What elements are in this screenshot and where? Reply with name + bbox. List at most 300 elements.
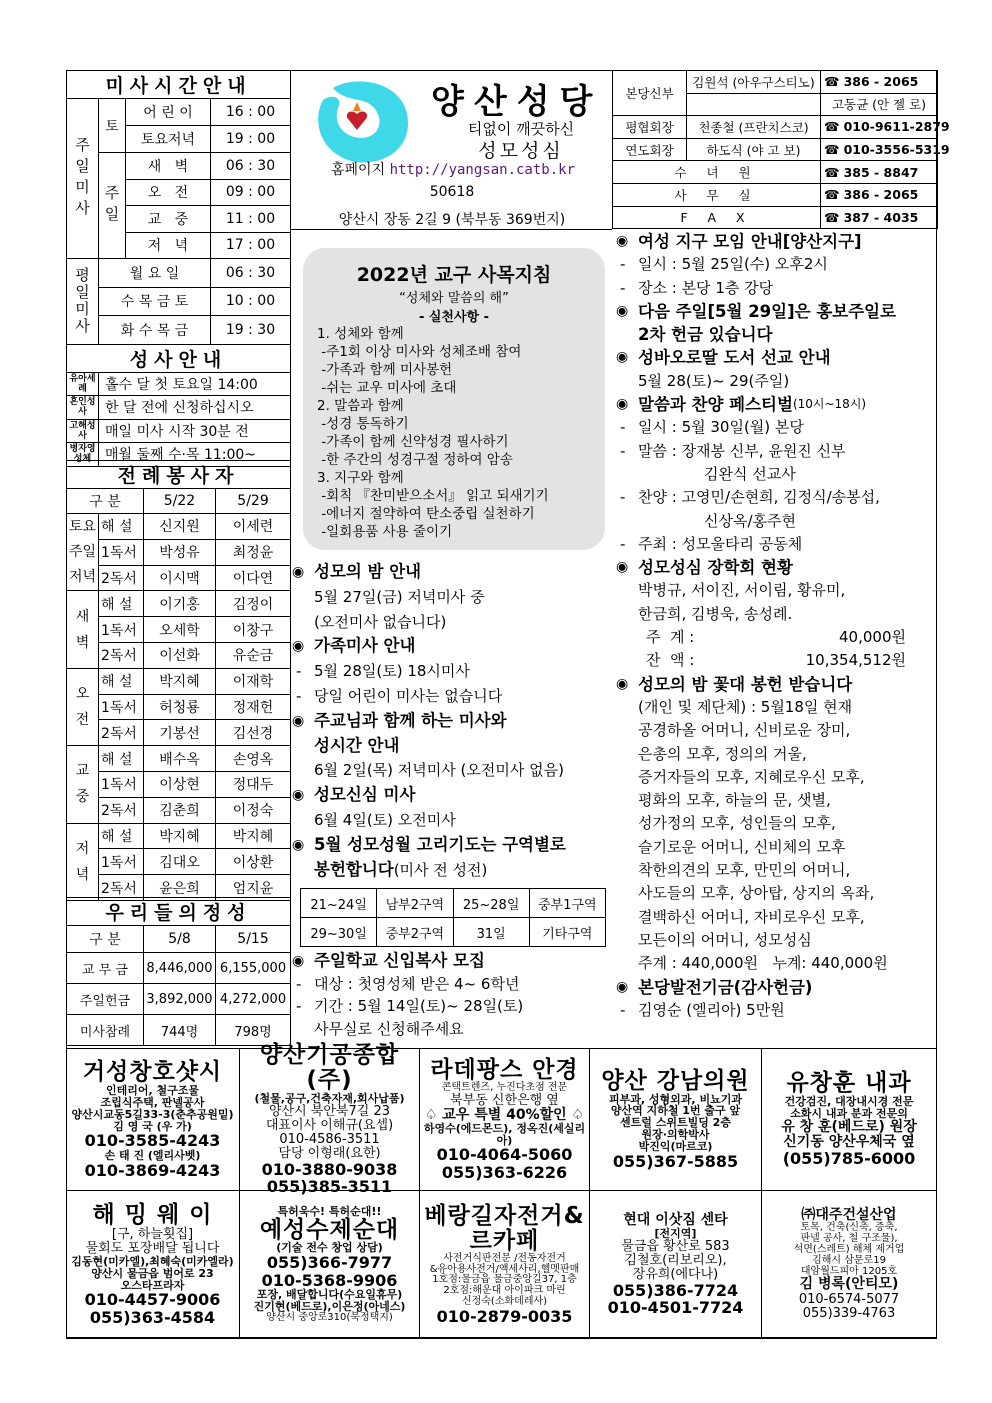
dash-icon: -	[620, 278, 626, 297]
guideline-item: -가족이 함께 신약성경 필사하기	[317, 434, 509, 450]
sacrament-text: 매월 둘째 수·목 11:00~	[99, 443, 291, 467]
ad-text: 010-2879-0035	[436, 1306, 573, 1326]
sacraments-title-row	[67, 344, 291, 372]
ad-text: 양산시교동5길33-3(춘추공원밑)	[71, 1107, 234, 1121]
ad-text: 박진익(마르코)	[638, 1140, 713, 1154]
table-row	[301, 918, 606, 947]
ministers-title-row	[67, 461, 291, 489]
ad-text: (철물,공구,건축자재,회사납품)	[254, 1092, 405, 1106]
phone-number: 386 - 2065	[843, 187, 919, 203]
notice-line	[616, 253, 906, 276]
sacraments-title: 성사안내	[67, 344, 291, 372]
notice-text: 대상 : 첫영성체 받은 4~ 6학년	[314, 974, 520, 993]
ad-title: 유창훈 내과	[786, 1070, 912, 1097]
notice-text: 장소 : 본당 1층 강당	[638, 278, 774, 297]
bullet-icon: ◉	[292, 712, 305, 729]
name-cell: 이기홍	[144, 591, 216, 617]
dash-icon: -	[620, 488, 626, 507]
ad-text: 양산시 북안북7길 23	[269, 1103, 390, 1119]
notice-text: 평화의 모후, 하늘의 문, 샛별,	[638, 791, 831, 810]
ministers-title: 전례봉사자	[67, 461, 291, 489]
name-cell: 이정숙	[216, 797, 291, 823]
phone-icon: ☎	[824, 74, 840, 90]
ad-text: 인테리어, 철구조물	[105, 1083, 199, 1097]
notice-text: 착한의견의 모후, 만민의 어머니,	[638, 861, 851, 880]
bullet-icon: ◉	[616, 396, 629, 413]
notice-line	[292, 734, 566, 759]
notice-line	[616, 579, 906, 602]
phone-icon: ☎	[824, 119, 840, 135]
ad-title: 라데팡스 안경	[430, 1056, 579, 1083]
contact-row	[613, 161, 938, 184]
ad-text: 예성수제순대	[259, 1216, 400, 1243]
kv-value: 10,354,512원	[805, 651, 906, 670]
contact-role: F A X	[613, 206, 821, 229]
phone-icon: ☎	[824, 187, 840, 203]
notice-line	[292, 585, 566, 610]
value-cell: 744명	[144, 1015, 216, 1046]
header-cell: 5/29	[216, 489, 291, 514]
sacrament-row	[67, 396, 291, 420]
ad-text: 판넬 공사, 철 구조물),	[800, 1233, 898, 1245]
advertisement	[590, 1049, 762, 1191]
name-cell: 이재학	[216, 668, 291, 694]
notice-key-value	[616, 649, 906, 672]
dash-icon: -	[296, 662, 302, 681]
notice-text: 김영순 (엘리아) 5만원	[638, 1000, 785, 1019]
notice-heading: 봉헌합니다	[314, 859, 394, 879]
notice-heading: 2차 헌금 있습니다	[638, 325, 773, 345]
contact-name: 천종철 (프란치스코)	[687, 116, 821, 139]
header-cell: 5/15	[216, 926, 291, 953]
notice-heading: 5월 성모성월 고리기도는 구역별로	[314, 834, 566, 854]
ad-text: 사전거식판전문 /전동자전거	[443, 1252, 566, 1264]
contact-row	[613, 206, 938, 229]
notice-heading: 성바오로딸 도서 선교 안내	[638, 348, 831, 368]
table-row	[67, 746, 291, 772]
ad-text: 하영수(에드몬드), 정옥진(세실리아)	[423, 1121, 586, 1147]
date-cell: 29~30일	[301, 918, 377, 947]
name-cell: 기봉선	[144, 720, 216, 746]
notice-line	[616, 952, 906, 975]
ad-text: 010-4586-3511	[279, 1132, 380, 1147]
sacrament-label: 고해성사	[67, 419, 99, 443]
mass-row	[67, 287, 291, 316]
ad-text: [구, 하늘횟집]	[111, 1226, 194, 1242]
mass-time: 06 : 30	[211, 153, 291, 180]
notice-heading: 성모성심 장학회 현황	[638, 558, 793, 578]
kv-value: 40,000원	[839, 628, 906, 647]
dash-icon: -	[620, 441, 626, 460]
homepage-label: 홈페이지	[331, 162, 386, 178]
notice-heading: 성시간 안내	[314, 735, 400, 755]
offerings-title-row	[67, 898, 291, 926]
ad-title: 거성창호샷시	[82, 1059, 223, 1086]
dash-icon: -	[620, 1000, 626, 1019]
sacrament-label: 유아세례	[67, 372, 99, 396]
contact-phone	[821, 138, 950, 161]
sunday-label: 주일	[99, 153, 126, 259]
kv-label: 잔 액 :	[646, 651, 695, 670]
mass-name: 수 목 금 토	[99, 287, 211, 316]
notice-line	[616, 719, 906, 742]
name-cell: 정대두	[216, 771, 291, 797]
name-cell: 이상현	[144, 771, 216, 797]
ad-text: 조립식주택, 판넬공사	[100, 1095, 205, 1109]
table-row	[67, 694, 291, 720]
table-row	[67, 953, 291, 984]
notice-line	[292, 858, 566, 883]
bullet-icon: ◉	[616, 233, 629, 249]
table-row	[67, 823, 291, 849]
table-row	[67, 1015, 291, 1046]
notice-heading: 주일학교 신입복사 모집	[314, 951, 485, 970]
weekday-mass-label: 평일미사	[67, 259, 99, 345]
notice-heading: 주교님과 함께 하는 미사와	[314, 710, 507, 730]
ad-text: 물금읍 황산로 583	[621, 1238, 730, 1254]
notice-line	[292, 973, 523, 996]
table-row	[67, 642, 291, 668]
sacrament-label: 병자영성체	[67, 443, 99, 467]
ministers-table	[66, 460, 291, 901]
notice-line	[616, 440, 906, 463]
date-cell: 21~24일	[301, 889, 377, 918]
notice-text: (오전미사 없습니다)	[314, 612, 447, 631]
notice-text: 결백하신 어머니, 자비로우신 모후,	[638, 907, 865, 926]
notice-text: 5월 28(토)~ 29(주일)	[638, 371, 790, 390]
table-row	[67, 849, 291, 875]
phone-number: 010-9611-2879	[843, 119, 950, 135]
advertisement	[420, 1191, 590, 1339]
notice-line	[616, 859, 906, 882]
ad-title: 양산기공종합(주)	[259, 1042, 400, 1094]
notice-line	[616, 789, 906, 812]
name-cell: 박지혜	[144, 823, 216, 849]
notice-line	[292, 560, 566, 585]
header-cell: 5/8	[144, 926, 216, 953]
notice-text: 한금희, 김병욱, 송성례.	[638, 604, 793, 623]
ad-text: 담당 이형래(요한)	[278, 1146, 381, 1162]
name-cell: 김대오	[144, 849, 216, 875]
homepage-line	[331, 159, 575, 179]
ad-title: 특허욱수! 특허순대!!	[277, 1204, 382, 1218]
district-cell: 기타구역	[529, 918, 605, 947]
mass-time: 16 : 00	[211, 99, 291, 126]
ad-text: 055)363-4584	[89, 1307, 216, 1327]
contact-row	[613, 138, 938, 161]
value-cell: 8,446,000	[144, 953, 216, 984]
role-cell: 해 설	[99, 591, 144, 617]
notice-heading-suffix: (미사 전 성전)	[393, 860, 488, 879]
notice-line	[292, 783, 566, 808]
notice-line	[616, 393, 906, 416]
name-cell: 김선경	[216, 720, 291, 746]
contact-phone	[821, 71, 938, 94]
notice-heading: 가족미사 안내	[314, 636, 416, 656]
ad-text: 건강검진, 대장내시경 전문	[784, 1095, 914, 1109]
advertisement	[762, 1191, 937, 1339]
phone-number: 010-3556-5319	[843, 142, 950, 158]
bullet-icon: ◉	[292, 638, 305, 655]
notice-text: 6월 4일(토) 오전미사	[314, 810, 456, 829]
notice-text: 주최 : 성모울타리 공동체	[638, 534, 803, 553]
mass-group-label: 저녁	[67, 823, 99, 900]
district-cell: 중부2구역	[377, 918, 453, 947]
notice-line	[292, 995, 523, 1018]
ad-text: 055)386-7724	[612, 1280, 739, 1300]
notice-line	[616, 346, 906, 369]
advertisement	[66, 1191, 240, 1339]
ministers-header-row	[67, 489, 291, 514]
notice-heading: 본당발전기금(감사헌금)	[638, 977, 813, 997]
ad-text: 콘택트렌즈, 누진다초점 전문	[441, 1081, 568, 1093]
ad-text: 010-4501-7724	[607, 1298, 744, 1318]
dash-icon: -	[620, 418, 626, 437]
contact-role: 본당신부	[613, 71, 687, 116]
table-row	[67, 565, 291, 591]
notice-text: 슬기로운 어머니, 신비체의 모후	[638, 837, 846, 856]
contacts-table	[612, 70, 950, 229]
name-cell: 김정이	[216, 591, 291, 617]
advertisement	[420, 1049, 590, 1191]
notice-text: 성가정의 모후, 성인들의 모후,	[638, 814, 836, 833]
offerings-title: 우리들의정성	[67, 898, 291, 926]
mass-time: 19 : 30	[211, 316, 291, 345]
ad-text: 김철호(리보리오),	[624, 1252, 727, 1268]
guideline-theme: “성체와 말씀의 해”	[399, 291, 509, 306]
name-cell: 오세학	[144, 617, 216, 643]
motto-line-1: 티없이 깨끗하신	[467, 120, 575, 138]
value-cell: 3,892,000	[144, 984, 216, 1015]
offerings-table	[66, 897, 291, 1046]
contact-role: 수 녀 원	[613, 161, 821, 184]
bullet-icon: ◉	[616, 559, 629, 576]
notice-text: 신상옥/홍주현	[704, 511, 796, 530]
ad-text: 대암월드피아 1205호	[800, 1265, 898, 1277]
bullet-icon: ◉	[292, 836, 305, 853]
phone-icon: ☎	[824, 164, 840, 180]
ad-text: 진기현(베드로),이은정(아네스)	[253, 1299, 406, 1313]
header-cell: 5/22	[144, 489, 216, 514]
contact-name: 고동균 (안 젤 로)	[821, 93, 938, 116]
phone-number: 385 - 8847	[843, 164, 919, 180]
ad-text: 055)363-6226	[441, 1162, 568, 1182]
notice-text: 말씀 : 장재봉 신부, 윤원진 신부	[638, 441, 846, 460]
name-cell: 이세련	[216, 514, 291, 540]
table-row	[67, 668, 291, 694]
advertisement	[762, 1049, 937, 1191]
table-row	[67, 591, 291, 617]
guideline-item: -주1회 이상 미사와 성체조배 참여	[317, 344, 522, 360]
ad-text: 010-4457-9006	[84, 1290, 221, 1310]
notice-heading: 성모신심 미사	[314, 785, 416, 805]
notice-heading: 여성 지구 모임 안내[양산지구]	[638, 232, 862, 251]
ad-text: 신정숙(소화데레사)	[461, 1295, 548, 1307]
notice-line	[292, 808, 566, 833]
notice-line	[616, 812, 906, 835]
motto-line-2: 성모성심	[478, 140, 564, 162]
name-cell: 엄지윤	[216, 875, 291, 901]
notice-line	[616, 603, 906, 626]
bullet-icon: ◉	[292, 953, 305, 969]
advertisement	[66, 1049, 240, 1191]
name-cell: 박지혜	[216, 823, 291, 849]
contact-row	[613, 71, 938, 94]
guideline-item: -가족과 함께 미사봉헌	[317, 362, 453, 378]
notice-line	[616, 906, 906, 929]
ad-title: 양산 강남의원	[601, 1067, 750, 1094]
role-cell: 2독서	[99, 642, 144, 668]
guideline-item: -일회용품 사용 줄이기	[317, 524, 453, 540]
notice-text: 6월 2일(목) 저녁미사 (오전미사 없음)	[314, 761, 564, 780]
mass-group-label: 오전	[67, 668, 99, 745]
role-cell: 해 설	[99, 823, 144, 849]
mass-name: 토요저녁	[126, 126, 211, 153]
table-row	[67, 984, 291, 1015]
notice-text: 찬양 : 고영민/손현희, 김정식/송봉섭,	[638, 488, 880, 507]
notices-middle-a	[292, 560, 566, 882]
church-header	[290, 70, 612, 230]
name-cell: 박지혜	[144, 668, 216, 694]
notice-line	[616, 649, 906, 672]
guideline-item: 1. 성체와 함께	[317, 326, 404, 342]
notice-heading: 말씀과 찬양 페스티벌	[638, 395, 793, 415]
ad-text: 김해시 삼문로19	[812, 1254, 886, 1266]
date-cell: 31일	[453, 918, 529, 947]
header-cell: 구 분	[67, 489, 144, 514]
notice-line	[292, 634, 566, 659]
address: 양산시 장동 2길 9 (북부동 369번지)	[338, 212, 566, 228]
header-cell: 구 분	[67, 926, 144, 953]
bullet-icon: ◉	[616, 349, 629, 366]
mass-group-label: 토요주일저녁	[67, 514, 99, 591]
guideline-item: -쉬는 교우 미사에 초대	[317, 380, 457, 396]
notice-text: 일시 : 5월 25일(수) 오후2시	[638, 255, 828, 274]
notices-middle-b	[292, 950, 523, 1040]
notice-line	[616, 743, 906, 766]
name-cell: 배수옥	[144, 746, 216, 772]
table-row	[67, 771, 291, 797]
notice-line	[616, 230, 906, 253]
mass-name: 교 중	[126, 206, 211, 233]
role-cell: 2독서	[99, 797, 144, 823]
notice-line	[616, 976, 906, 999]
ad-text: (기술 전수 창업 상담)	[276, 1241, 383, 1255]
ad-text: 055)366-7977	[266, 1253, 393, 1273]
notice-line	[616, 533, 906, 556]
notice-heading-suffix: (10시~18시)	[792, 397, 867, 412]
name-cell: 윤은희	[144, 875, 216, 901]
notice-line	[616, 510, 906, 533]
notice-text: 증거자들의 모후, 지혜로우신 모후,	[638, 767, 865, 786]
dash-icon: -	[296, 974, 302, 993]
notice-text: 기간 : 5월 14일(토)~ 28일(토)	[314, 997, 524, 1015]
ad-text: 양산역 지하철 1번 출구 앞	[610, 1104, 741, 1118]
mass-name: 어 린 이	[126, 99, 211, 126]
notice-line	[292, 684, 566, 709]
notice-text: 은총의 모후, 정의의 거울,	[638, 744, 807, 763]
ad-text: 1호점:물금읍 물금중앙길37, 1층	[432, 1274, 577, 1286]
contact-phone	[821, 161, 938, 184]
notice-text: (개인 및 제단체) : 5월18일 현재	[638, 697, 853, 716]
mass-time: 09 : 00	[211, 179, 291, 206]
ad-text: 유 창 훈(베드로) 원장	[781, 1119, 917, 1136]
mass-row	[67, 153, 291, 180]
notice-heading: 성모의 밤 꽃대 봉헌 받습니다	[638, 674, 853, 694]
notice-line	[616, 486, 906, 509]
name-cell: 이선화	[144, 642, 216, 668]
notice-line	[616, 696, 906, 719]
notice-line	[616, 626, 906, 649]
mass-group-label: 새벽	[67, 591, 99, 668]
bullet-icon: ◉	[292, 564, 305, 580]
ad-text: 055)367-5885	[612, 1151, 739, 1171]
ad-text: 양산시 물금읍 범어로 23	[91, 1266, 214, 1280]
phone-number: 387 - 4035	[843, 209, 919, 225]
district-schedule-table	[300, 888, 606, 947]
ad-title: 베랑길자전거&	[424, 1203, 585, 1230]
table-row	[67, 617, 291, 643]
name-cell: 이상환	[216, 849, 291, 875]
name-cell: 허청룡	[144, 694, 216, 720]
notice-line	[616, 882, 906, 905]
notices-right	[616, 230, 906, 1022]
date-cell: 25~28일	[453, 889, 529, 918]
ad-text: 르카페	[469, 1227, 540, 1254]
mass-title-row	[67, 71, 291, 99]
ad-text: 석면(스레트) 해체 제거업	[793, 1244, 905, 1256]
ad-text: 대표이사 이해규(요셉)	[265, 1117, 394, 1133]
ad-text: 센트럴 스위트빌딩 2층	[620, 1116, 731, 1130]
role-cell: 1독서	[99, 539, 144, 565]
notice-line	[616, 300, 906, 323]
dash-icon: -	[296, 997, 302, 1015]
ad-text: 010-3880-9038	[261, 1160, 398, 1180]
contact-phone	[821, 183, 938, 206]
table-row	[67, 797, 291, 823]
table-row	[67, 539, 291, 565]
contact-row	[613, 116, 938, 139]
notice-text: 공경하올 어머니, 신비로운 장미,	[638, 721, 851, 740]
notice-line	[292, 950, 523, 973]
name-cell: 이시맥	[144, 565, 216, 591]
notice-text: 사도들의 모후, 상아탑, 상지의 옥좌,	[638, 884, 875, 903]
ad-text: 북부동 신한은행 옆	[450, 1092, 559, 1108]
notice-line	[616, 277, 906, 300]
notice-line	[616, 836, 906, 859]
sacrament-text: 매일 미사 시작 30분 전	[99, 419, 291, 443]
notice-text: 김완식 선교사	[704, 464, 796, 483]
ad-text: 토목, 건축(신축, 증축,	[800, 1222, 898, 1234]
notice-line	[616, 323, 906, 346]
saturday-label: 토	[99, 99, 126, 153]
phone-icon: ☎	[824, 209, 840, 225]
notice-line	[292, 610, 566, 635]
ad-text: 원장·의학박사	[641, 1128, 710, 1142]
sacrament-text: 한 달 전에 신청하십시오	[99, 396, 291, 420]
homepage-link[interactable]: http://yangsan.catb.kr	[389, 162, 575, 178]
value-cell: 6,155,000	[216, 953, 291, 984]
notice-text: 모든이의 어머니, 성모성심	[638, 930, 812, 949]
ad-title: ㈜대주건설산업	[801, 1207, 897, 1224]
role-cell: 2독서	[99, 565, 144, 591]
ad-text: 010-6574-5077	[798, 1291, 900, 1307]
table-row	[301, 889, 606, 918]
name-cell: 최정윤	[216, 539, 291, 565]
bullet-icon: ◉	[292, 787, 305, 804]
mass-time: 06 : 30	[211, 259, 291, 288]
mass-time: 11 : 00	[211, 206, 291, 233]
